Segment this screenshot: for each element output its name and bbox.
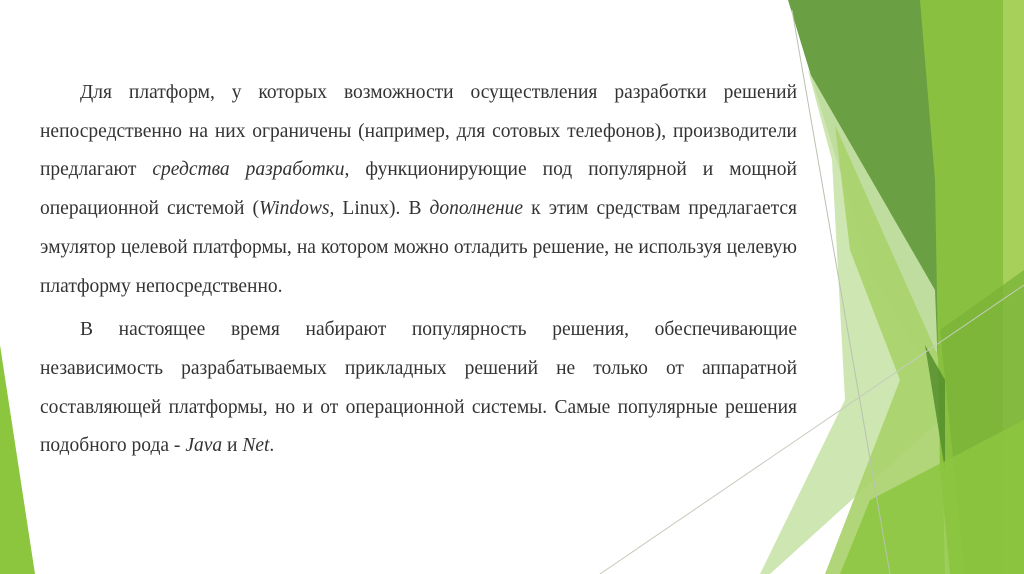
text-run: Для платформ, у которых возможности осуществления разработки решений непосредственно на них ограничены (например, для сотовых телефонов), производители предлагают	[40, 82, 797, 181]
italic-term: средства разработки	[152, 159, 345, 181]
italic-term: Net	[242, 435, 270, 457]
text-run: , функционирующие под популярной и мощной операционной системой (	[40, 159, 797, 220]
paragraph	[40, 311, 797, 466]
body-text	[40, 74, 797, 466]
text-run: , Linux). В	[329, 198, 430, 220]
italic-term: Java	[185, 435, 223, 457]
text-run: .	[269, 435, 275, 457]
text-run: и	[222, 435, 243, 457]
italic-term: дополнение	[429, 198, 524, 220]
italic-term: Windows	[259, 198, 330, 220]
text-run: к этим средствам предлагается эмулятор целевой платформы, на котором можно отладить решение, не используя целевую платформу непосредственно.	[40, 198, 797, 297]
paragraph	[40, 74, 797, 306]
text-run: В настоящее время набирают популярность решения, обеспечивающие независимость разрабатываемых прикладных решений не только от аппаратной составляющей платформы, но и от операционной системы. Самые популярные решения подобного рода -	[40, 319, 797, 457]
left-edge-triangle	[0, 345, 35, 574]
